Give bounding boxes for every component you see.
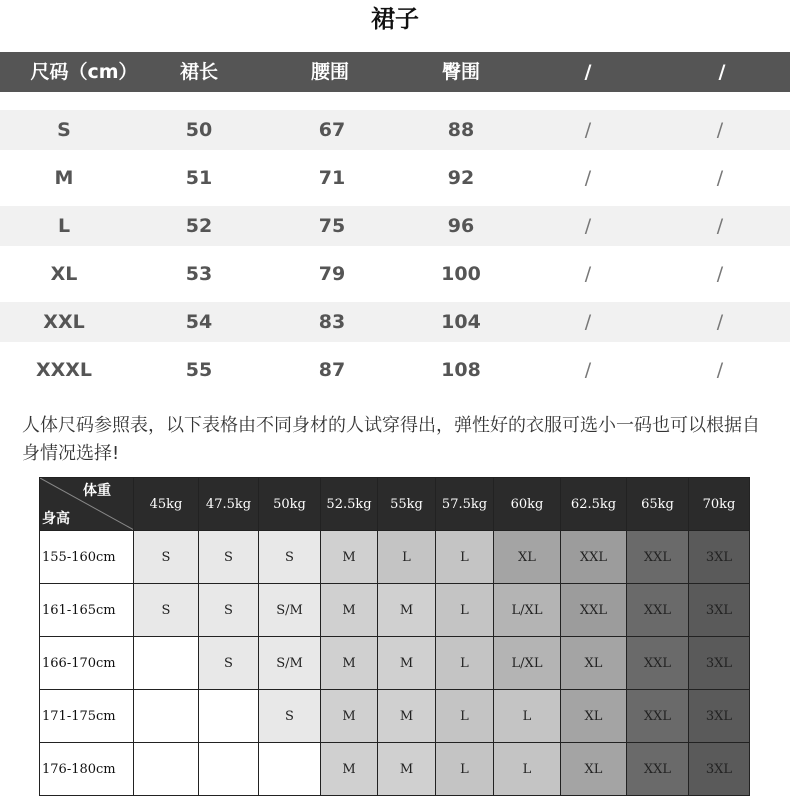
size-recommendation-cell: S: [199, 637, 259, 690]
size-table-row: [0, 302, 790, 342]
header-size: 尺码（cm）: [30, 61, 138, 83]
size-recommendation-cell: S: [259, 531, 321, 584]
size-table-cell: L: [57, 215, 71, 237]
height-row: [40, 584, 750, 637]
size-table-cell: 88: [447, 119, 475, 141]
size-recommendation-cell: XXL: [627, 690, 689, 743]
size-table-cell: S: [57, 119, 71, 141]
size-recommendation-cell: M: [378, 743, 436, 796]
size-table-header: [0, 52, 790, 92]
size-recommendation-cell: 3XL: [689, 531, 750, 584]
size-table-cell: 51: [185, 167, 213, 189]
size-recommendation-cell: XXL: [627, 637, 689, 690]
size-table-cell: 67: [318, 119, 346, 141]
size-recommendation-cell: L: [436, 743, 494, 796]
size-recommendation-cell: L: [436, 584, 494, 637]
size-table-cell: 79: [318, 263, 346, 285]
size-recommendation-cell: 3XL: [689, 637, 750, 690]
size-recommendation-cell: M: [321, 637, 378, 690]
size-recommendation-cell: S: [199, 584, 259, 637]
size-table-cell: /: [716, 311, 724, 333]
size-recommendation-cell: [199, 690, 259, 743]
size-recommendation-cell: 3XL: [689, 743, 750, 796]
size-table-cell: /: [584, 167, 592, 189]
size-table-cell: /: [716, 215, 724, 237]
size-table-row: [0, 110, 790, 150]
size-table-cell: /: [716, 119, 724, 141]
size-recommendation-cell: L: [436, 531, 494, 584]
size-recommendation-cell: S/M: [259, 584, 321, 637]
size-table-cell: 71: [318, 167, 346, 189]
size-table-cell: 108: [441, 359, 481, 381]
size-table-row: [0, 254, 790, 294]
size-recommendation-cell: L: [494, 743, 561, 796]
size-recommendation-cell: XXL: [627, 584, 689, 637]
size-table-cell: 92: [447, 167, 475, 189]
size-table-cell: 54: [185, 311, 213, 333]
size-recommendation-cell: M: [378, 584, 436, 637]
size-table-cell: /: [584, 215, 592, 237]
page-title: 裙子: [371, 5, 419, 33]
weight-column-header: 70kg: [689, 478, 750, 531]
weight-column-header: 50kg: [259, 478, 321, 531]
header-skirt-length: 裙长: [179, 61, 219, 83]
size-table-cell: 53: [185, 263, 213, 285]
size-recommendation-cell: M: [321, 584, 378, 637]
size-recommendation-cell: L: [378, 531, 436, 584]
height-row-label: 161-165cm: [40, 584, 134, 637]
size-table-cell: /: [716, 167, 724, 189]
size-table-cell: 100: [441, 263, 481, 285]
height-row-label: 171-175cm: [40, 690, 134, 743]
size-recommendation-cell: M: [321, 531, 378, 584]
size-table-cell: 87: [318, 359, 346, 381]
size-table-cell: 52: [185, 215, 213, 237]
height-row-label: 155-160cm: [40, 531, 134, 584]
size-recommendation-cell: M: [321, 743, 378, 796]
header-blank-2: /: [718, 61, 726, 83]
weight-column-header: 52.5kg: [321, 478, 378, 531]
weight-column-header: 57.5kg: [436, 478, 494, 531]
size-table-cell: 96: [447, 215, 475, 237]
weight-column-header: 47.5kg: [199, 478, 259, 531]
size-table-cell: XXL: [43, 311, 85, 333]
height-row: [40, 690, 750, 743]
height-row: [40, 531, 750, 584]
weight-column-header: 60kg: [494, 478, 561, 531]
size-recommendation-cell: XXL: [627, 743, 689, 796]
size-recommendation-cell: [259, 743, 321, 796]
size-table-cell: XL: [50, 263, 78, 285]
size-table-cell: /: [584, 311, 592, 333]
size-recommendation-cell: S: [199, 531, 259, 584]
size-recommendation-cell: S: [259, 690, 321, 743]
size-recommendation-cell: XL: [561, 690, 627, 743]
header-blank-1: /: [584, 61, 592, 83]
weight-column-header: 65kg: [627, 478, 689, 531]
size-recommendation-cell: M: [378, 637, 436, 690]
size-recommendation-cell: 3XL: [689, 690, 750, 743]
size-recommendation-cell: [134, 637, 199, 690]
size-recommendation-cell: XXL: [561, 584, 627, 637]
size-table-cell: XXXL: [35, 359, 93, 381]
weight-column-header: 55kg: [378, 478, 436, 531]
size-recommendation-cell: S/M: [259, 637, 321, 690]
size-recommendation-cell: L: [436, 637, 494, 690]
size-recommendation-cell: XXL: [561, 531, 627, 584]
size-recommendation-cell: L/XL: [494, 637, 561, 690]
size-table-cell: 55: [185, 359, 213, 381]
weight-column-header: 45kg: [134, 478, 199, 531]
size-table-cell: 50: [185, 119, 213, 141]
size-table-cell: /: [716, 359, 724, 381]
size-recommendation-cell: S: [134, 531, 199, 584]
height-row-label: 176-180cm: [40, 743, 134, 796]
size-recommendation-cell: [199, 743, 259, 796]
size-table-cell: /: [716, 263, 724, 285]
height-row-label: 166-170cm: [40, 637, 134, 690]
size-recommendation-cell: M: [321, 690, 378, 743]
reference-note: 人体尺码参照表，以下表格由不同身材的人试穿得出，弹性好的衣服可选小一码也可以根据自身情况选择!: [22, 415, 760, 464]
size-table-cell: /: [584, 359, 592, 381]
size-table-cell: /: [584, 119, 592, 141]
size-recommendation-cell: M: [378, 690, 436, 743]
size-recommendation-cell: [134, 743, 199, 796]
header-waist: 腰围: [310, 61, 350, 83]
height-row: [40, 743, 750, 796]
size-recommendation-cell: [134, 690, 199, 743]
size-recommendation-cell: L: [494, 690, 561, 743]
weight-column-header: 62.5kg: [561, 478, 627, 531]
size-recommendation-cell: XL: [561, 743, 627, 796]
size-table-cell: M: [54, 167, 74, 189]
size-recommendation-cell: XL: [561, 637, 627, 690]
size-recommendation-cell: L/XL: [494, 584, 561, 637]
size-recommendation-cell: L: [436, 690, 494, 743]
size-recommendation-cell: XXL: [627, 531, 689, 584]
size-table-cell: 75: [318, 215, 346, 237]
corner-height-label: 身高: [42, 511, 70, 527]
size-table-row: [0, 158, 790, 198]
height-weight-reference-table: [39, 477, 750, 796]
header-hip: 臀围: [441, 61, 481, 83]
size-recommendation-cell: XL: [494, 531, 561, 584]
size-recommendation-cell: S: [134, 584, 199, 637]
size-table-row: [0, 206, 790, 246]
size-table-cell: /: [584, 263, 592, 285]
corner-weight-label: 体重: [83, 483, 111, 499]
size-table-cell: 104: [441, 311, 481, 333]
size-table-row: [0, 350, 790, 390]
size-table-cell: 83: [318, 311, 346, 333]
height-row: [40, 637, 750, 690]
corner-header: [40, 478, 134, 531]
size-recommendation-cell: 3XL: [689, 584, 750, 637]
